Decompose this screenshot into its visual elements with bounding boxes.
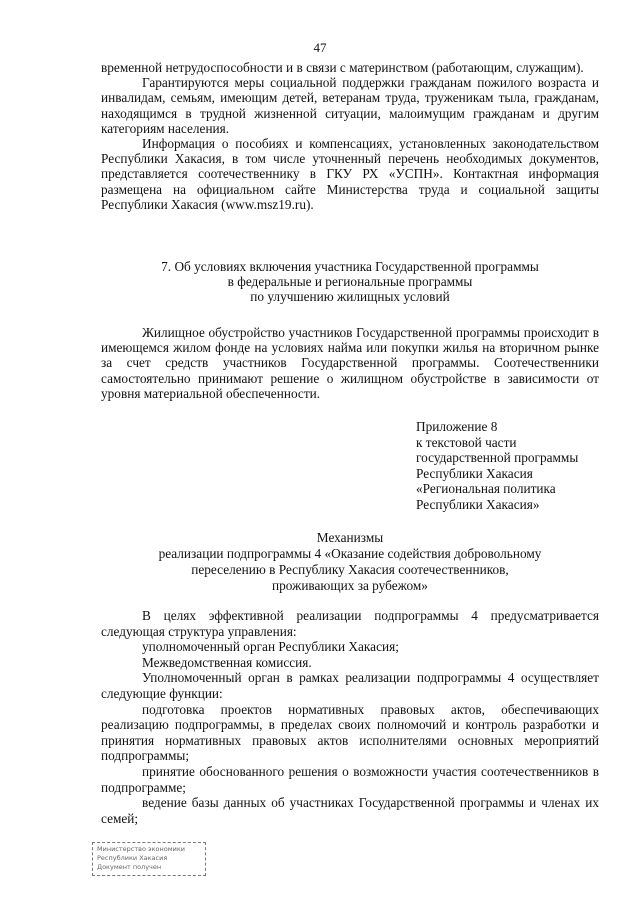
paragraph-functions: Уполномоченный орган в рамках реализации подпрограммы 4 осуществляет следующие функции: xyxy=(101,670,599,701)
appendix-line: к текстовой части xyxy=(416,434,517,450)
appendix-line: государственной программы xyxy=(416,450,579,466)
mechanisms-body xyxy=(101,608,599,826)
received-stamp xyxy=(92,842,206,876)
list-item: ведение базы данных об участниках Государственной программы и членах их семей; xyxy=(101,795,599,826)
stamp-line: Республики Хакасия xyxy=(97,854,168,862)
list-item: Межведомственная комиссия. xyxy=(142,654,312,670)
stamp-line: Документ получен xyxy=(97,863,162,871)
appendix-line: Республики Хакасия» xyxy=(416,496,540,512)
section-7-heading xyxy=(101,259,599,305)
paragraph-continuation: временной нетрудоспособности и в связи с материнством (работающим, служащим). xyxy=(101,60,584,75)
appendix-line: Республики Хакасия xyxy=(416,465,533,481)
appendix-line: Приложение 8 xyxy=(416,419,498,434)
paragraph-benefits-info: Информация о пособиях и компенсациях, установленных законодательством Республики Хакасия, в том числе уточненный перечень необходимых документов, представляется соотечественнику в ГКУ РХ «УСПН». Контактная информация размещена на официальном сайте Министерства труда и социальной защиты Республики Хакасия (www.msz19.ru). xyxy=(101,136,599,212)
title-line: Механизмы xyxy=(316,530,384,545)
title-line: проживающих за рубежом» xyxy=(272,578,428,593)
section-heading-line: 7. Об условиях включения участника Государственной программы xyxy=(161,259,539,274)
mechanisms-title xyxy=(101,530,599,594)
stamp-line: Министерство экономики xyxy=(97,845,186,853)
paragraph-housing: Жилищное обустройство участников Государственной программы происходит в имеющемся жилом фонде на условиях найма или покупки жилья на вторичном рынке за счет средств участников Государственной программы. Соотечественники самостоятельно принимают решение о жилищном обустройстве в зависимости от уровня материальной обеспеченности. xyxy=(101,325,599,401)
paragraph-structure: В целях эффективной реализации подпрограммы 4 предусматривается следующая структура управления: xyxy=(101,608,599,639)
appendix-header xyxy=(416,419,578,513)
title-line: переселению в Республику Хакасия соотечественников, xyxy=(191,562,509,577)
list-item: уполномоченный орган Республики Хакасия; xyxy=(142,639,399,655)
list-item: принятие обоснованного решения о возможности участия соотечественников в подпрограмме; xyxy=(101,763,599,795)
section-7-body xyxy=(101,325,599,401)
top-text-block xyxy=(101,60,599,212)
page-number: 47 xyxy=(313,40,327,55)
list-item: подготовка проектов нормативных правовых актов, обеспечивающих реализацию подпрограммы, в пределах своих полномочий и контроль разработки и принятия нормативных правовых актов исполнителями основных мероприятий подпрограммы; xyxy=(101,701,599,764)
title-line: реализации подпрограммы 4 «Оказание содействия добровольному xyxy=(158,546,542,561)
section-heading-line: по улучшению жилищных условий xyxy=(250,289,450,305)
section-heading-line: в федеральные и региональные программы xyxy=(227,274,473,290)
appendix-line: «Региональная политика xyxy=(416,481,556,497)
paragraph-social-support: Гарантируются меры социальной поддержки гражданам пожилого возраста и инвалидам, семьям, имеющим детей, ветеранам труда, труженикам тыла, гражданам, находящимся в трудной жизненной ситуации, малоимущим гражданам и другим категориям населения. xyxy=(101,75,599,136)
